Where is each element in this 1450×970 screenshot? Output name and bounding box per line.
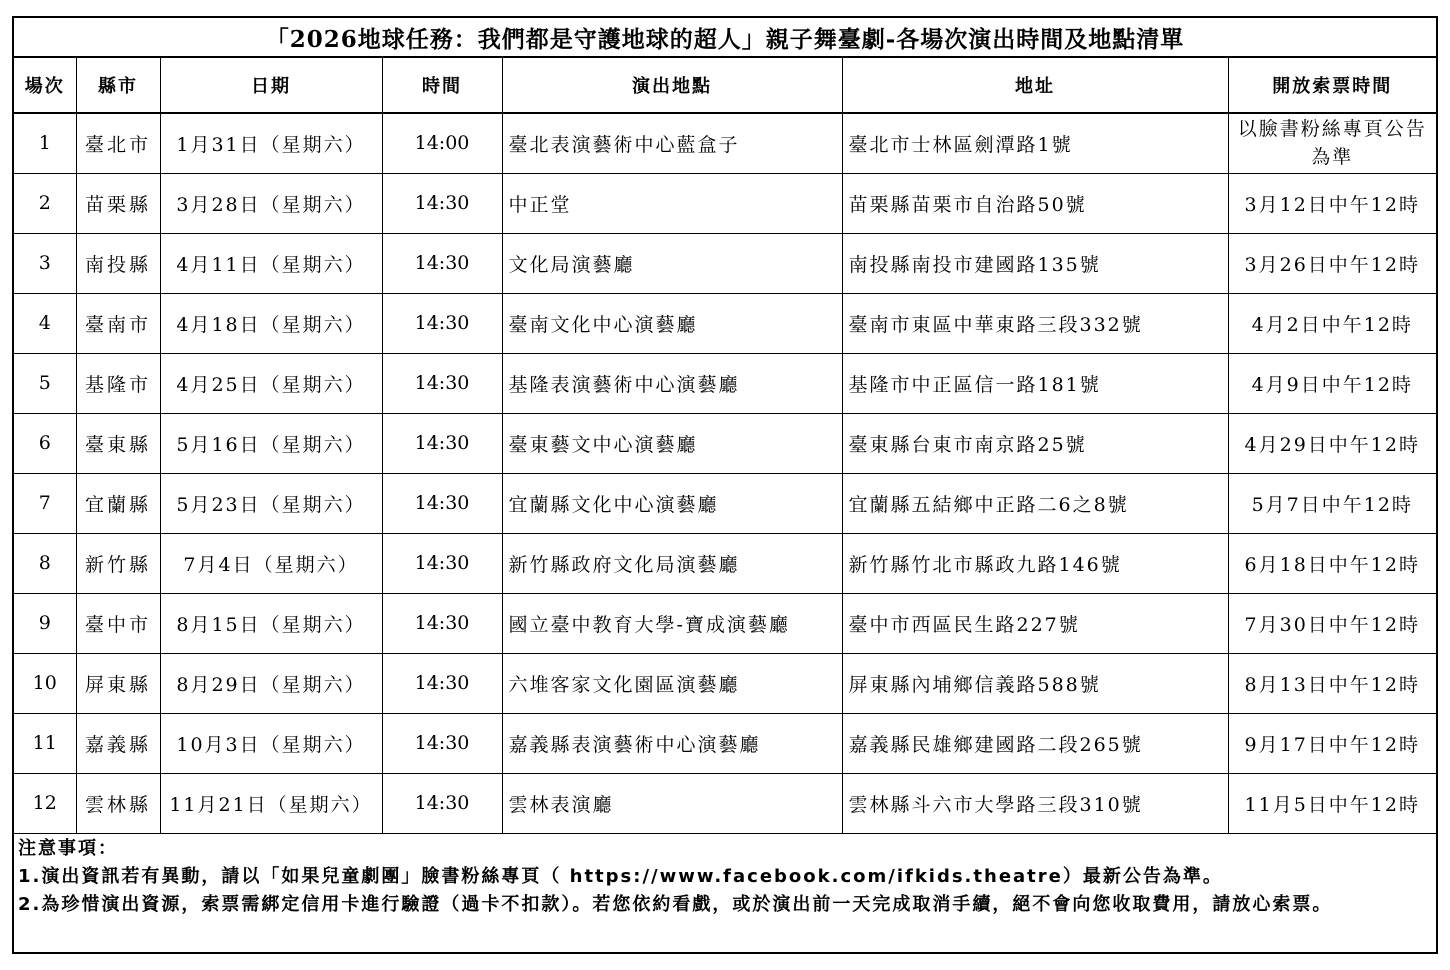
date-cell: 8月15日（星期六） <box>160 593 382 653</box>
address-cell: 臺東縣台東市南京路25號 <box>842 413 1228 473</box>
county-cell: 臺中市 <box>76 593 160 653</box>
session-cell: 12 <box>14 773 76 833</box>
date-cell: 10月3日（星期六） <box>160 713 382 773</box>
header-time: 時間 <box>382 58 502 113</box>
time-cell: 14:30 <box>382 173 502 233</box>
header-date: 日期 <box>160 58 382 113</box>
session-cell: 1 <box>14 113 76 173</box>
county-cell: 雲林縣 <box>76 773 160 833</box>
county-cell: 苗栗縣 <box>76 173 160 233</box>
time-cell: 14:30 <box>382 293 502 353</box>
ticket-open-cell: 4月2日中午12時 <box>1228 293 1436 353</box>
time-cell: 14:30 <box>382 653 502 713</box>
date-cell: 11月21日（星期六） <box>160 773 382 833</box>
ticket-open-cell: 11月5日中午12時 <box>1228 773 1436 833</box>
address-cell: 臺南市東區中華東路三段332號 <box>842 293 1228 353</box>
time-cell: 14:30 <box>382 533 502 593</box>
session-cell: 11 <box>14 713 76 773</box>
note-item-2: 2.為珍惜演出資源，索票需綁定信用卡進行驗證（過卡不扣款）。若您依約看戲，或於演出前一天完成取消手續，絕不會向您收取費用，請放心索票。 <box>18 894 1333 915</box>
venue-cell: 基隆表演藝術中心演藝廳 <box>502 353 842 413</box>
session-cell: 4 <box>14 293 76 353</box>
table-row <box>14 293 1436 353</box>
table-header-row <box>14 58 1436 113</box>
header-session: 場次 <box>14 58 76 113</box>
session-cell: 9 <box>14 593 76 653</box>
venue-cell: 臺東藝文中心演藝廳 <box>502 413 842 473</box>
county-cell: 臺南市 <box>76 293 160 353</box>
session-cell: 7 <box>14 473 76 533</box>
session-cell: 5 <box>14 353 76 413</box>
table-row <box>14 413 1436 473</box>
table-row <box>14 173 1436 233</box>
ticket-open-cell: 8月13日中午12時 <box>1228 653 1436 713</box>
time-cell: 14:30 <box>382 233 502 293</box>
header-venue: 演出地點 <box>502 58 842 113</box>
venue-cell: 文化局演藝廳 <box>502 233 842 293</box>
venue-cell: 新竹縣政府文化局演藝廳 <box>502 533 842 593</box>
venue-cell: 臺北表演藝術中心藍盒子 <box>502 113 842 173</box>
date-cell: 5月16日（星期六） <box>160 413 382 473</box>
table-row <box>14 773 1436 833</box>
table-row <box>14 233 1436 293</box>
venue-cell: 宜蘭縣文化中心演藝廳 <box>502 473 842 533</box>
session-cell: 10 <box>14 653 76 713</box>
ticket-open-cell: 6月18日中午12時 <box>1228 533 1436 593</box>
ticket-open-cell: 以臉書粉絲專頁公告為準 <box>1228 113 1436 173</box>
date-cell: 3月28日（星期六） <box>160 173 382 233</box>
county-cell: 臺東縣 <box>76 413 160 473</box>
header-ticket-open: 開放索票時間 <box>1228 58 1436 113</box>
session-cell: 6 <box>14 413 76 473</box>
ticket-open-cell: 7月30日中午12時 <box>1228 593 1436 653</box>
session-cell: 2 <box>14 173 76 233</box>
date-cell: 4月18日（星期六） <box>160 293 382 353</box>
notes-heading: 注意事項： <box>18 838 118 859</box>
address-cell: 臺北市士林區劍潭路1號 <box>842 113 1228 173</box>
county-cell: 基隆市 <box>76 353 160 413</box>
page-title: 「2026地球任務：我們都是守護地球的超人」親子舞臺劇-各場次演出時間及地點清單 <box>14 18 1436 58</box>
session-cell: 3 <box>14 233 76 293</box>
ticket-open-cell: 4月9日中午12時 <box>1228 353 1436 413</box>
table-row <box>14 353 1436 413</box>
address-cell: 臺中市西區民生路227號 <box>842 593 1228 653</box>
venue-cell: 國立臺中教育大學-寶成演藝廳 <box>502 593 842 653</box>
venue-cell: 臺南文化中心演藝廳 <box>502 293 842 353</box>
time-cell: 14:30 <box>382 413 502 473</box>
address-cell: 屏東縣內埔鄉信義路588號 <box>842 653 1228 713</box>
venue-cell: 嘉義縣表演藝術中心演藝廳 <box>502 713 842 773</box>
schedule-table <box>14 58 1436 834</box>
ticket-open-cell: 3月26日中午12時 <box>1228 233 1436 293</box>
table-row <box>14 533 1436 593</box>
table-row <box>14 473 1436 533</box>
date-cell: 5月23日（星期六） <box>160 473 382 533</box>
ticket-open-cell: 9月17日中午12時 <box>1228 713 1436 773</box>
table-row <box>14 653 1436 713</box>
date-cell: 8月29日（星期六） <box>160 653 382 713</box>
ticket-open-cell: 5月7日中午12時 <box>1228 473 1436 533</box>
county-cell: 宜蘭縣 <box>76 473 160 533</box>
address-cell: 南投縣南投市建國路135號 <box>842 233 1228 293</box>
venue-cell: 六堆客家文化園區演藝廳 <box>502 653 842 713</box>
venue-cell: 中正堂 <box>502 173 842 233</box>
date-cell: 4月11日（星期六） <box>160 233 382 293</box>
time-cell: 14:30 <box>382 353 502 413</box>
table-row <box>14 713 1436 773</box>
date-cell: 7月4日（星期六） <box>160 533 382 593</box>
county-cell: 屏東縣 <box>76 653 160 713</box>
time-cell: 14:30 <box>382 713 502 773</box>
ticket-open-cell: 4月29日中午12時 <box>1228 413 1436 473</box>
header-county: 縣市 <box>76 58 160 113</box>
schedule-sheet <box>12 16 1438 954</box>
county-cell: 臺北市 <box>76 113 160 173</box>
county-cell: 南投縣 <box>76 233 160 293</box>
table-row <box>14 593 1436 653</box>
address-cell: 宜蘭縣五結鄉中正路二6之8號 <box>842 473 1228 533</box>
header-address: 地址 <box>842 58 1228 113</box>
venue-cell: 雲林表演廳 <box>502 773 842 833</box>
county-cell: 嘉義縣 <box>76 713 160 773</box>
address-cell: 雲林縣斗六市大學路三段310號 <box>842 773 1228 833</box>
date-cell: 4月25日（星期六） <box>160 353 382 413</box>
time-cell: 14:30 <box>382 473 502 533</box>
address-cell: 基隆市中正區信一路181號 <box>842 353 1228 413</box>
time-cell: 14:30 <box>382 773 502 833</box>
address-cell: 新竹縣竹北市縣政九路146號 <box>842 533 1228 593</box>
session-cell: 8 <box>14 533 76 593</box>
time-cell: 14:30 <box>382 593 502 653</box>
county-cell: 新竹縣 <box>76 533 160 593</box>
address-cell: 苗栗縣苗栗市自治路50號 <box>842 173 1228 233</box>
time-cell: 14:00 <box>382 113 502 173</box>
note-item-1: 1.演出資訊若有異動，請以「如果兒童劇團」臉書粉絲專頁（ https://www.facebook.com/ifkids.theatre）最新公告為準。 <box>18 866 1223 887</box>
date-cell: 1月31日（星期六） <box>160 113 382 173</box>
notes-section <box>14 829 1436 919</box>
address-cell: 嘉義縣民雄鄉建國路二段265號 <box>842 713 1228 773</box>
table-row <box>14 113 1436 173</box>
ticket-open-cell: 3月12日中午12時 <box>1228 173 1436 233</box>
